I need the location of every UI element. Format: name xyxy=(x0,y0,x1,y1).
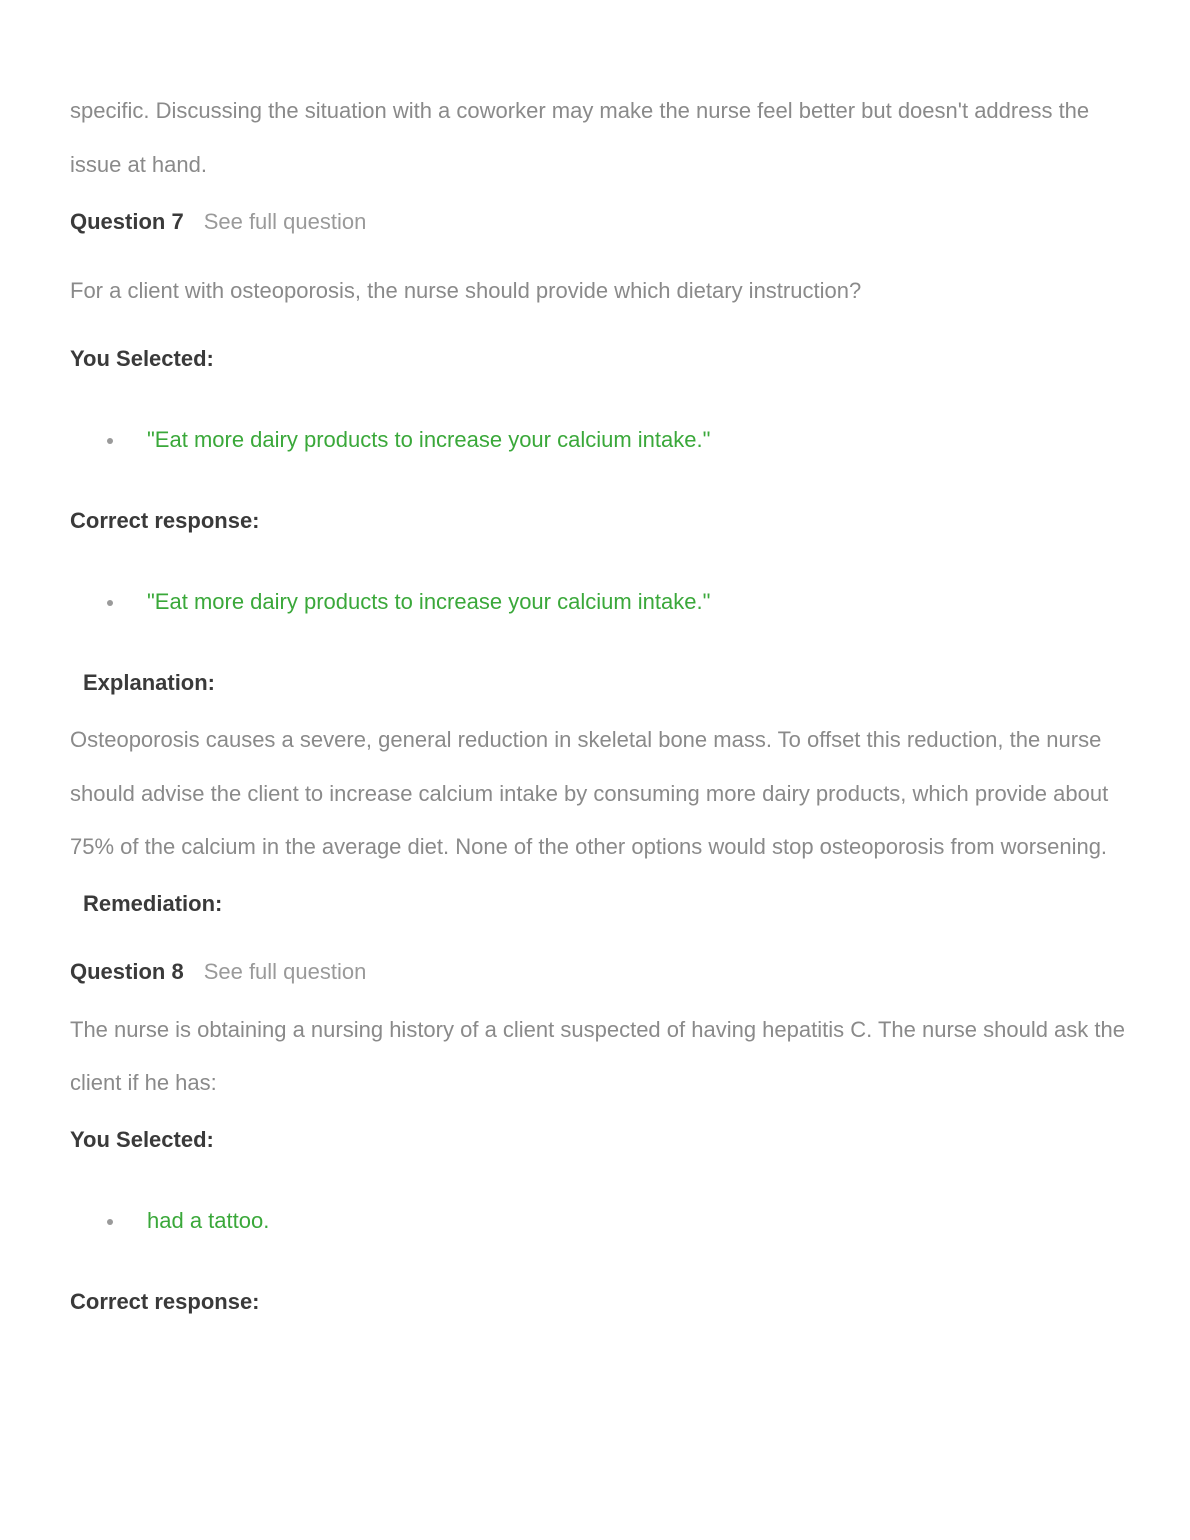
correct-response-label: Correct response: xyxy=(70,1288,260,1314)
selected-answer-list xyxy=(70,425,1130,455)
intro-paragraph: specific. Discussing the situation with a coworker may make the nurse feel better but doesn't address the issue at hand. xyxy=(70,98,1090,177)
bullet-icon xyxy=(107,438,113,444)
question-title: Question 8 xyxy=(70,958,184,984)
question-8-header xyxy=(70,957,1130,987)
question-prompt: The nurse is obtaining a nursing history of a client suspected of having hepatitis C. The nurse should ask the client if he has: xyxy=(70,1016,1125,1095)
question-7-header xyxy=(70,207,1130,237)
explanation-label: Explanation: xyxy=(83,670,216,695)
bullet-icon xyxy=(107,600,113,606)
quiz-review-page xyxy=(70,84,1130,1317)
correct-answer-list xyxy=(70,587,1130,617)
selected-answer xyxy=(70,425,1130,455)
bullet-icon xyxy=(107,1219,113,1225)
you-selected-label: You Selected: xyxy=(70,346,214,371)
correct-answer xyxy=(70,587,1130,617)
selected-answer-text: "Eat more dairy products to increase your calcium intake." xyxy=(147,427,711,452)
question-title: Question 7 xyxy=(70,209,184,234)
explanation-text: Osteoporosis causes a severe, general reduction in skeletal bone mass. To offset this reduction, the nurse should advise the client to increase calcium intake by consuming more dairy products, which provide about 75% of the calcium in the average diet. None of the other options would stop osteoporosis from worsening. xyxy=(70,727,1109,859)
selected-answer-list xyxy=(70,1206,1130,1236)
correct-answer-text: "Eat more dairy products to increase your calcium intake." xyxy=(147,589,711,614)
question-prompt: For a client with osteoporosis, the nurse should provide which dietary instruction? xyxy=(70,278,862,303)
you-selected-label: You Selected: xyxy=(70,1126,214,1152)
selected-answer-text: had a tattoo. xyxy=(147,1207,270,1233)
remediation-label: Remediation: xyxy=(83,890,223,916)
selected-answer xyxy=(70,1206,1130,1236)
see-full-question-link[interactable]: See full question xyxy=(203,958,367,984)
correct-response-label: Correct response: xyxy=(70,508,260,533)
see-full-question-link[interactable]: See full question xyxy=(203,209,367,234)
